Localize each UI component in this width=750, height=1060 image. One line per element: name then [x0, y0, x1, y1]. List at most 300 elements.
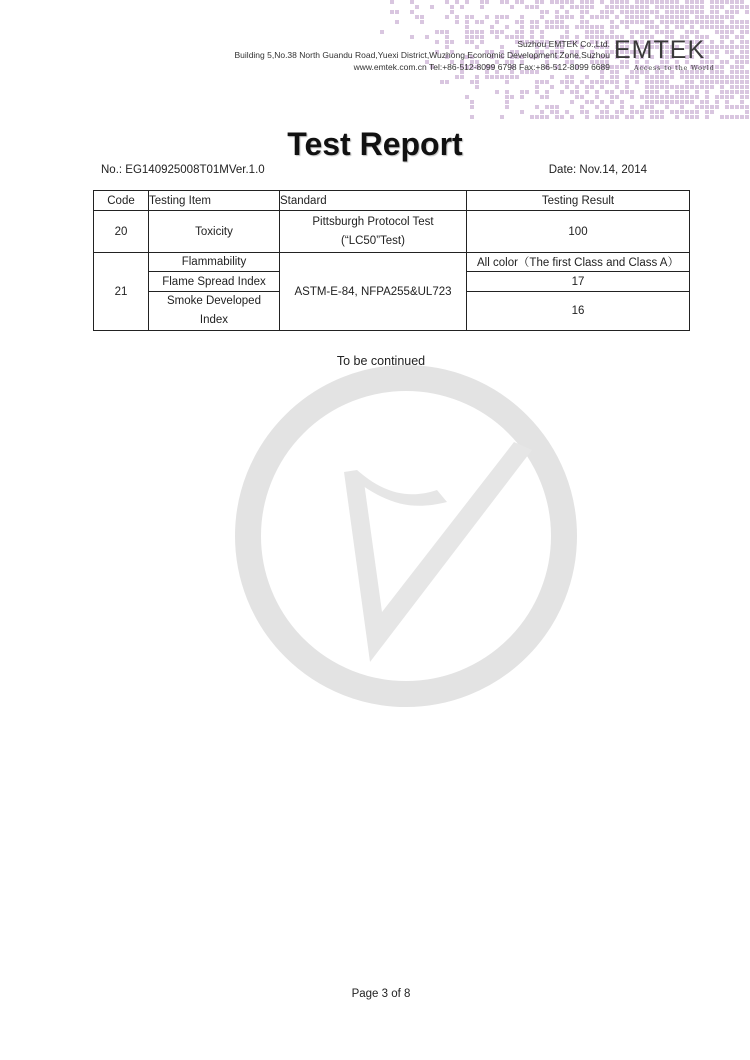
header-pixel — [595, 80, 599, 84]
header-pixel — [715, 10, 719, 14]
header-pixel — [575, 95, 579, 99]
header-pixel — [690, 115, 694, 119]
header-pixel — [445, 30, 449, 34]
header-pixel — [700, 10, 704, 14]
header-pixel — [600, 100, 604, 104]
header-pixel — [530, 115, 534, 119]
header-pixel — [720, 25, 724, 29]
header-pixel — [695, 110, 699, 114]
header-pixel — [495, 15, 499, 19]
cell-testing-result: 100 — [467, 211, 690, 253]
header-pixel — [740, 75, 744, 79]
header-pixel — [690, 95, 694, 99]
header-pixel — [560, 5, 564, 9]
page-number: Page 3 of 8 — [351, 988, 411, 1000]
header-pixel — [690, 5, 694, 9]
header-pixel — [730, 115, 734, 119]
header-pixel — [520, 20, 524, 24]
header-pixel — [505, 25, 509, 29]
header-pixel — [710, 20, 714, 24]
table-row — [94, 211, 690, 253]
header-pixel — [635, 5, 639, 9]
header-pixel — [690, 10, 694, 14]
header-pixel — [715, 25, 719, 29]
cell-code: 20 — [94, 211, 149, 253]
header-pixel — [505, 105, 509, 109]
header-pixel — [565, 85, 569, 89]
header-pixel — [585, 10, 589, 14]
header-pixel — [555, 15, 559, 19]
header-pixel — [740, 100, 744, 104]
header-pixel — [740, 25, 744, 29]
header-pixel — [745, 5, 749, 9]
header-pixel — [645, 20, 649, 24]
header-pixel — [570, 100, 574, 104]
header-pixel — [640, 105, 644, 109]
header-pixel — [590, 15, 594, 19]
header-pixel — [705, 115, 709, 119]
header-pixel — [515, 20, 519, 24]
header-pixel — [555, 115, 559, 119]
header-pixel — [685, 80, 689, 84]
header-pixel — [740, 95, 744, 99]
header-pixel — [670, 85, 674, 89]
header-pixel — [735, 115, 739, 119]
header-pixel — [540, 95, 544, 99]
header-pixel — [675, 20, 679, 24]
header-pixel — [625, 5, 629, 9]
header-pixel — [710, 85, 714, 89]
header-pixel — [660, 20, 664, 24]
header-testing-result: Testing Result — [467, 191, 690, 211]
header-pixel — [730, 30, 734, 34]
header-pixel — [680, 10, 684, 14]
header-pixel — [740, 40, 744, 44]
header-pixel — [630, 20, 634, 24]
header-pixel — [680, 95, 684, 99]
header-pixel — [550, 85, 554, 89]
header-pixel — [640, 110, 644, 114]
header-pixel — [605, 80, 609, 84]
header-pixel — [680, 20, 684, 24]
header-pixel — [550, 75, 554, 79]
header-pixel — [625, 15, 629, 19]
header-pixel — [715, 20, 719, 24]
header-pixel — [570, 15, 574, 19]
header-pixel — [585, 90, 589, 94]
header-pixel — [635, 20, 639, 24]
page-title: Test Report — [287, 126, 463, 162]
header-pixel — [510, 75, 514, 79]
company-address: Building 5,No.38 North Guandu Road,Yuexi District,Wuzhong Economic Development Zone,Suzhou — [234, 50, 610, 60]
header-pixel — [640, 10, 644, 14]
header-pixel — [615, 95, 619, 99]
header-pixel — [690, 20, 694, 24]
header-pixel — [690, 25, 694, 29]
header-pixel — [480, 30, 484, 34]
header-pixel — [735, 5, 739, 9]
header-pixel — [695, 15, 699, 19]
header-pixel — [645, 0, 649, 4]
header-pixel — [730, 95, 734, 99]
header-pixel — [585, 20, 589, 24]
header-pixel — [730, 10, 734, 14]
header-pixel — [740, 5, 744, 9]
cell-testing-item: Flammability — [149, 253, 280, 272]
header-pixel — [645, 30, 649, 34]
header-pixel — [535, 20, 539, 24]
header-pixel — [460, 5, 464, 9]
header-pixel — [640, 5, 644, 9]
header-pixel — [680, 5, 684, 9]
header-pixel — [730, 80, 734, 84]
header-pixel — [685, 5, 689, 9]
header-pixel — [745, 45, 749, 49]
header-pixel — [440, 80, 444, 84]
header-pixel — [660, 15, 664, 19]
header-pixel — [445, 45, 449, 49]
header-pixel — [650, 20, 654, 24]
header-pixel — [650, 90, 654, 94]
header-pixel — [530, 20, 534, 24]
header-pixel — [640, 115, 644, 119]
header-pixel — [500, 30, 504, 34]
header-pixel — [670, 10, 674, 14]
header-pixel — [445, 40, 449, 44]
header-pixel — [610, 25, 614, 29]
header-pixel — [420, 20, 424, 24]
header-pixel — [590, 85, 594, 89]
header-pixel — [455, 20, 459, 24]
header-pixel — [650, 0, 654, 4]
header-pixel — [655, 15, 659, 19]
header-pixel — [535, 25, 539, 29]
header-pixel — [650, 115, 654, 119]
header-pixel — [560, 90, 564, 94]
company-contact: www.emtek.com.cn Tel:+86-512-8099 6798 Fax:+86-512-8099 6689 — [353, 62, 610, 72]
header-pixel — [670, 100, 674, 104]
header-pixel — [670, 30, 674, 34]
header-pixel — [605, 115, 609, 119]
header-pixel — [740, 60, 744, 64]
header-pixel — [395, 20, 399, 24]
header-pixel — [645, 15, 649, 19]
header-pixel — [490, 30, 494, 34]
header-pixel — [745, 60, 749, 64]
header-pixel — [585, 5, 589, 9]
header-pixel — [555, 0, 559, 4]
header-pixel — [630, 10, 634, 14]
header-pixel — [715, 80, 719, 84]
header-pixel — [485, 75, 489, 79]
header-pixel — [725, 100, 729, 104]
header-pixel — [410, 0, 414, 4]
header-pixel — [535, 5, 539, 9]
header-pixel — [620, 5, 624, 9]
header-pixel — [715, 15, 719, 19]
header-pixel — [655, 10, 659, 14]
header-pixel — [640, 30, 644, 34]
header-pixel — [495, 90, 499, 94]
header-pixel — [570, 0, 574, 4]
header-pixel — [640, 20, 644, 24]
header-pixel — [705, 90, 709, 94]
header-pixel — [720, 95, 724, 99]
header-pixel — [510, 5, 514, 9]
header-pixel — [590, 0, 594, 4]
header-pixel — [720, 15, 724, 19]
header-pixel — [705, 25, 709, 29]
header-pixel — [685, 20, 689, 24]
header-pixel — [595, 25, 599, 29]
header-pixel — [725, 0, 729, 4]
continued-note: To be continued — [336, 354, 426, 368]
report-number: No.: EG140925008T01MVer.1.0 — [101, 164, 265, 176]
header-pixel — [540, 30, 544, 34]
logo-text: EMTEK — [614, 36, 706, 64]
cell-standard — [280, 211, 467, 253]
header-pixel — [560, 20, 564, 24]
standard-line-2: (“LC50”Test) — [341, 234, 405, 247]
header-pixel — [620, 110, 624, 114]
header-pixel — [720, 5, 724, 9]
header-pixel — [730, 0, 734, 4]
header-pixel — [495, 35, 499, 39]
header-pixel — [510, 95, 514, 99]
header-pixel — [410, 35, 414, 39]
header-pixel — [675, 110, 679, 114]
header-pixel — [730, 85, 734, 89]
header-pixel — [625, 115, 629, 119]
header-pixel — [465, 30, 469, 34]
header-pixel — [680, 90, 684, 94]
header-pixel — [535, 105, 539, 109]
header-pixel — [680, 85, 684, 89]
header-pixel — [590, 80, 594, 84]
header-pixel — [675, 100, 679, 104]
header-pixel — [620, 0, 624, 4]
item-line-1: Smoke Developed — [167, 295, 261, 307]
header-pixel — [720, 0, 724, 4]
header-pixel — [565, 80, 569, 84]
header-pixel — [675, 15, 679, 19]
header-pixel — [410, 10, 414, 14]
header-pixel — [690, 110, 694, 114]
header-pixel — [500, 15, 504, 19]
header-pixel — [520, 15, 524, 19]
header-pixel — [515, 0, 519, 4]
header-pixel — [695, 90, 699, 94]
header-pixel — [740, 115, 744, 119]
header-pixel — [685, 110, 689, 114]
header-pixel — [540, 15, 544, 19]
header-pixel — [585, 100, 589, 104]
header-pixel — [735, 25, 739, 29]
header-pixel — [730, 20, 734, 24]
header-pixel — [615, 115, 619, 119]
header-pixel — [700, 5, 704, 9]
header-pixel — [415, 5, 419, 9]
header-pixel — [735, 75, 739, 79]
header-pixel — [685, 85, 689, 89]
header-pixel — [625, 0, 629, 4]
header-pixel — [635, 110, 639, 114]
header-pixel — [445, 35, 449, 39]
header-pixel — [535, 0, 539, 4]
header-pixel — [505, 0, 509, 4]
header-pixel — [630, 5, 634, 9]
header-pixel — [650, 80, 654, 84]
header-pixel — [480, 35, 484, 39]
header-pixel — [655, 30, 659, 34]
header-pixel — [665, 100, 669, 104]
header-pixel — [705, 80, 709, 84]
header-pixel — [455, 0, 459, 4]
header-pixel — [660, 100, 664, 104]
header-pixel — [645, 5, 649, 9]
header-pixel — [625, 25, 629, 29]
header-pixel — [485, 15, 489, 19]
header-pixel — [675, 115, 679, 119]
header-pixel — [560, 115, 564, 119]
header-pixel — [605, 90, 609, 94]
header-pixel — [565, 75, 569, 79]
header-pixel — [630, 110, 634, 114]
header-pixel — [500, 45, 504, 49]
header-pixel — [635, 80, 639, 84]
header-pixel — [580, 95, 584, 99]
header-pixel — [680, 105, 684, 109]
header-pixel — [600, 75, 604, 79]
header-pixel — [695, 30, 699, 34]
header-pixel — [600, 110, 604, 114]
header-pixel — [740, 70, 744, 74]
header-pixel — [730, 15, 734, 19]
header-pixel — [660, 85, 664, 89]
header-pixel — [745, 30, 749, 34]
header-pixel — [710, 10, 714, 14]
header-pixel — [735, 0, 739, 4]
header-pixel — [655, 0, 659, 4]
header-pixel — [555, 25, 559, 29]
header-pixel — [725, 105, 729, 109]
header-pixel — [660, 115, 664, 119]
header-pixel — [545, 115, 549, 119]
header-pixel — [700, 15, 704, 19]
header-pixel — [595, 15, 599, 19]
header-pixel — [740, 80, 744, 84]
header-pixel — [670, 110, 674, 114]
header-pixel — [650, 100, 654, 104]
header-pixel — [695, 10, 699, 14]
header-pixel — [560, 0, 564, 4]
header-pixel — [555, 10, 559, 14]
header-pixel — [550, 25, 554, 29]
header-pixel — [645, 95, 649, 99]
header-pixel — [615, 80, 619, 84]
header-pixel — [585, 115, 589, 119]
header-pixel — [660, 110, 664, 114]
header-pixel — [470, 40, 474, 44]
header-pixel — [720, 20, 724, 24]
header-pixel — [665, 95, 669, 99]
header-pixel — [740, 0, 744, 4]
header-pixel — [475, 80, 479, 84]
header-pixel — [720, 90, 724, 94]
header-pixel — [570, 5, 574, 9]
header-pixel — [685, 10, 689, 14]
header-pixel — [490, 75, 494, 79]
header-pixel — [585, 30, 589, 34]
header-pixel — [580, 10, 584, 14]
header-pixel — [695, 85, 699, 89]
header-pixel — [670, 0, 674, 4]
header-pixel — [650, 10, 654, 14]
header-pixel — [560, 25, 564, 29]
header-pixel — [710, 5, 714, 9]
header-pixel — [740, 50, 744, 54]
header-pixel — [490, 25, 494, 29]
header-pixel — [705, 100, 709, 104]
header-pixel — [495, 30, 499, 34]
header-pixel — [660, 0, 664, 4]
header-pixel — [425, 35, 429, 39]
header-pixel — [615, 0, 619, 4]
header-pixel — [495, 20, 499, 24]
header-pixel — [570, 75, 574, 79]
cell-testing-item — [149, 292, 280, 331]
header-pixel — [545, 105, 549, 109]
header-pixel — [650, 85, 654, 89]
header-pixel — [560, 80, 564, 84]
header-pixel — [650, 95, 654, 99]
header-pixel — [650, 25, 654, 29]
header-pixel — [545, 25, 549, 29]
header-pixel — [565, 15, 569, 19]
header-pixel — [535, 90, 539, 94]
watermark-logo — [232, 362, 580, 710]
header-pixel — [660, 95, 664, 99]
header-pixel — [525, 5, 529, 9]
header-pixel — [745, 80, 749, 84]
header-pixel — [470, 115, 474, 119]
header-pixel — [550, 0, 554, 4]
header-pixel — [710, 110, 714, 114]
header-pixel — [615, 5, 619, 9]
header-pixel — [625, 85, 629, 89]
header-pixel — [580, 25, 584, 29]
header-pixel — [675, 95, 679, 99]
header-pixel — [625, 80, 629, 84]
header-pixel — [745, 85, 749, 89]
header-pixel — [600, 25, 604, 29]
header-pixel — [580, 0, 584, 4]
header-pixel — [645, 90, 649, 94]
header-pixel — [560, 15, 564, 19]
header-pixel — [685, 95, 689, 99]
header-pixel — [730, 5, 734, 9]
header-code: Code — [94, 191, 149, 211]
header-pixel — [745, 105, 749, 109]
header-pixel — [695, 20, 699, 24]
header-pixel — [500, 115, 504, 119]
header-pixel — [740, 85, 744, 89]
header-pixel — [610, 100, 614, 104]
header-pixel — [630, 30, 634, 34]
header-pixel — [470, 105, 474, 109]
header-pixel — [465, 35, 469, 39]
header-pixel — [740, 35, 744, 39]
